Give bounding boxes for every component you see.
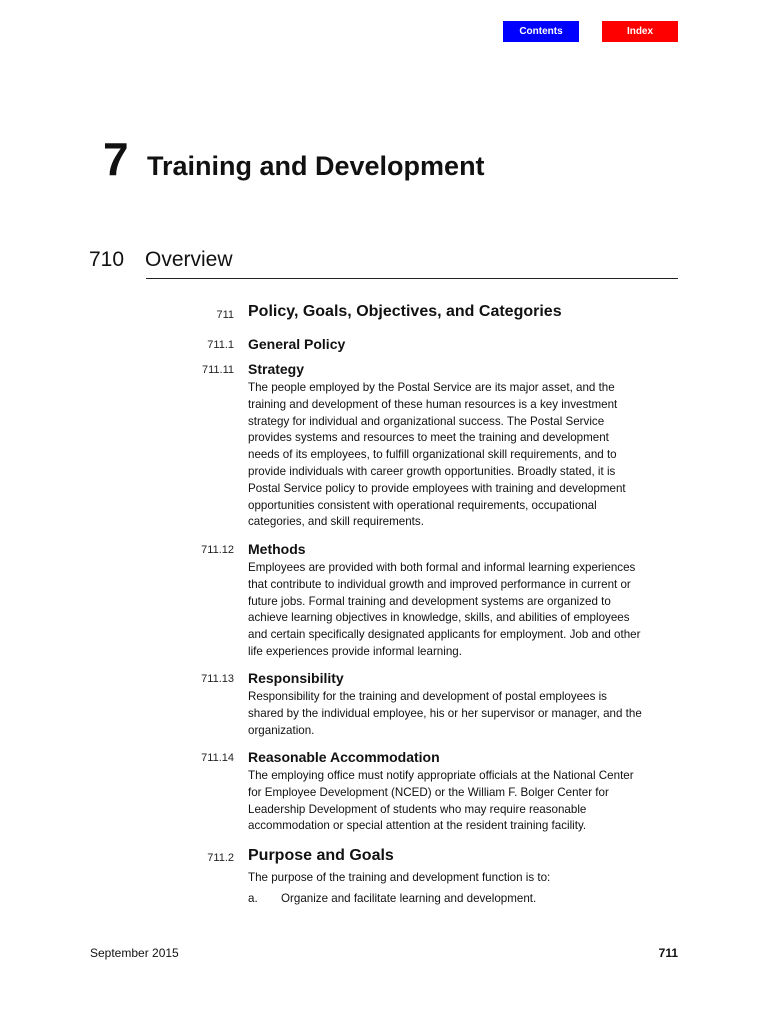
paragraph-purpose: The purpose of the training and development function is to: [248, 871, 551, 884]
text-line: needs of its employees, to fulfill organizational skill requirements, and to [248, 448, 617, 462]
text-line: Leadership Development of students who may require reasonable [248, 802, 587, 816]
chapter-title: Training and Development [147, 151, 485, 181]
text-line: The employing office must notify appropriate officials at the National Center [248, 769, 634, 782]
subsection-title: Reasonable Accommodation [248, 749, 440, 765]
paragraph-strategy [248, 380, 680, 531]
text-line: provide individuals with career growth opportunities. Broadly stated, it is [248, 464, 616, 478]
page-number: 711 [658, 946, 678, 960]
subsection-number: 711.14 [201, 752, 234, 764]
text-line: future jobs. Formal training and development systems are organized to [248, 594, 611, 608]
text-line: Postal Service policy to provide employees with training and development [248, 481, 626, 495]
list-text: Organize and facilitate learning and development. [281, 892, 537, 905]
text-line: The people employed by the Postal Service are its major asset, and the [248, 381, 615, 394]
text-line: Responsibility for the training and development of postal employees is [248, 690, 607, 703]
chapter-heading [103, 132, 485, 186]
subsection-title: Responsibility [248, 670, 344, 686]
text-line: strategy for individual and organizational success. The Postal Service [248, 414, 605, 428]
subsection-number: 711.1 [207, 339, 234, 351]
subsection-number: 711.13 [201, 673, 234, 685]
subsection-number: 711.12 [201, 544, 234, 556]
text-line: that contribute to individual growth and improved performance in current or [248, 577, 631, 591]
subsection-title: Purpose and Goals [248, 847, 394, 864]
paragraph-methods [248, 560, 680, 661]
section-title: Overview [145, 248, 233, 271]
text-line: achieve learning objectives in knowledge, skills, and abilities of employees [248, 611, 630, 625]
subsection-title: General Policy [248, 336, 346, 352]
text-line: accommodation or special attention at the resident training facility. [248, 819, 587, 833]
text-line: opportunities consistent with operational requirements, occupational [248, 498, 597, 512]
contents-button[interactable]: Contents [503, 21, 579, 42]
subsection-number: 711.2 [207, 852, 234, 864]
text-line: for Employee Development (NCED) or the William F. Bolger Center for [248, 785, 609, 799]
text-line: organization. [248, 723, 315, 737]
text-line: life experiences provide informal learning. [248, 644, 462, 658]
section-heading [89, 248, 233, 272]
paragraph-accommodation [248, 768, 680, 835]
index-button[interactable]: Index [602, 21, 678, 42]
subsection-title: Strategy [248, 361, 305, 377]
footer-date: September 2015 [90, 946, 179, 960]
subsection-title: Methods [248, 541, 306, 557]
list-item [248, 892, 536, 905]
list-label: a. [248, 892, 258, 905]
chapter-number: 7 [103, 133, 129, 185]
subsection-title: Policy, Goals, Objectives, and Categories [248, 303, 562, 320]
paragraph-responsibility [248, 689, 680, 739]
text-line: Employees are provided with both formal and informal learning experiences [248, 561, 636, 574]
section-number: 710 [89, 248, 125, 271]
text-line: provides systems and resources to meet the training and development [248, 431, 609, 445]
text-line: and certain specifically designated applicants for employment. Job and other [248, 628, 641, 642]
text-line: training and development of these human resources is a key investment [248, 397, 618, 411]
section-rule [146, 278, 678, 279]
text-line: categories, and skill requirements. [248, 515, 424, 529]
subsection-number: 711 [216, 309, 234, 321]
subsection-number: 711.11 [201, 364, 234, 376]
text-line: shared by the individual employee, his or her supervisor or manager, and the [248, 706, 642, 720]
